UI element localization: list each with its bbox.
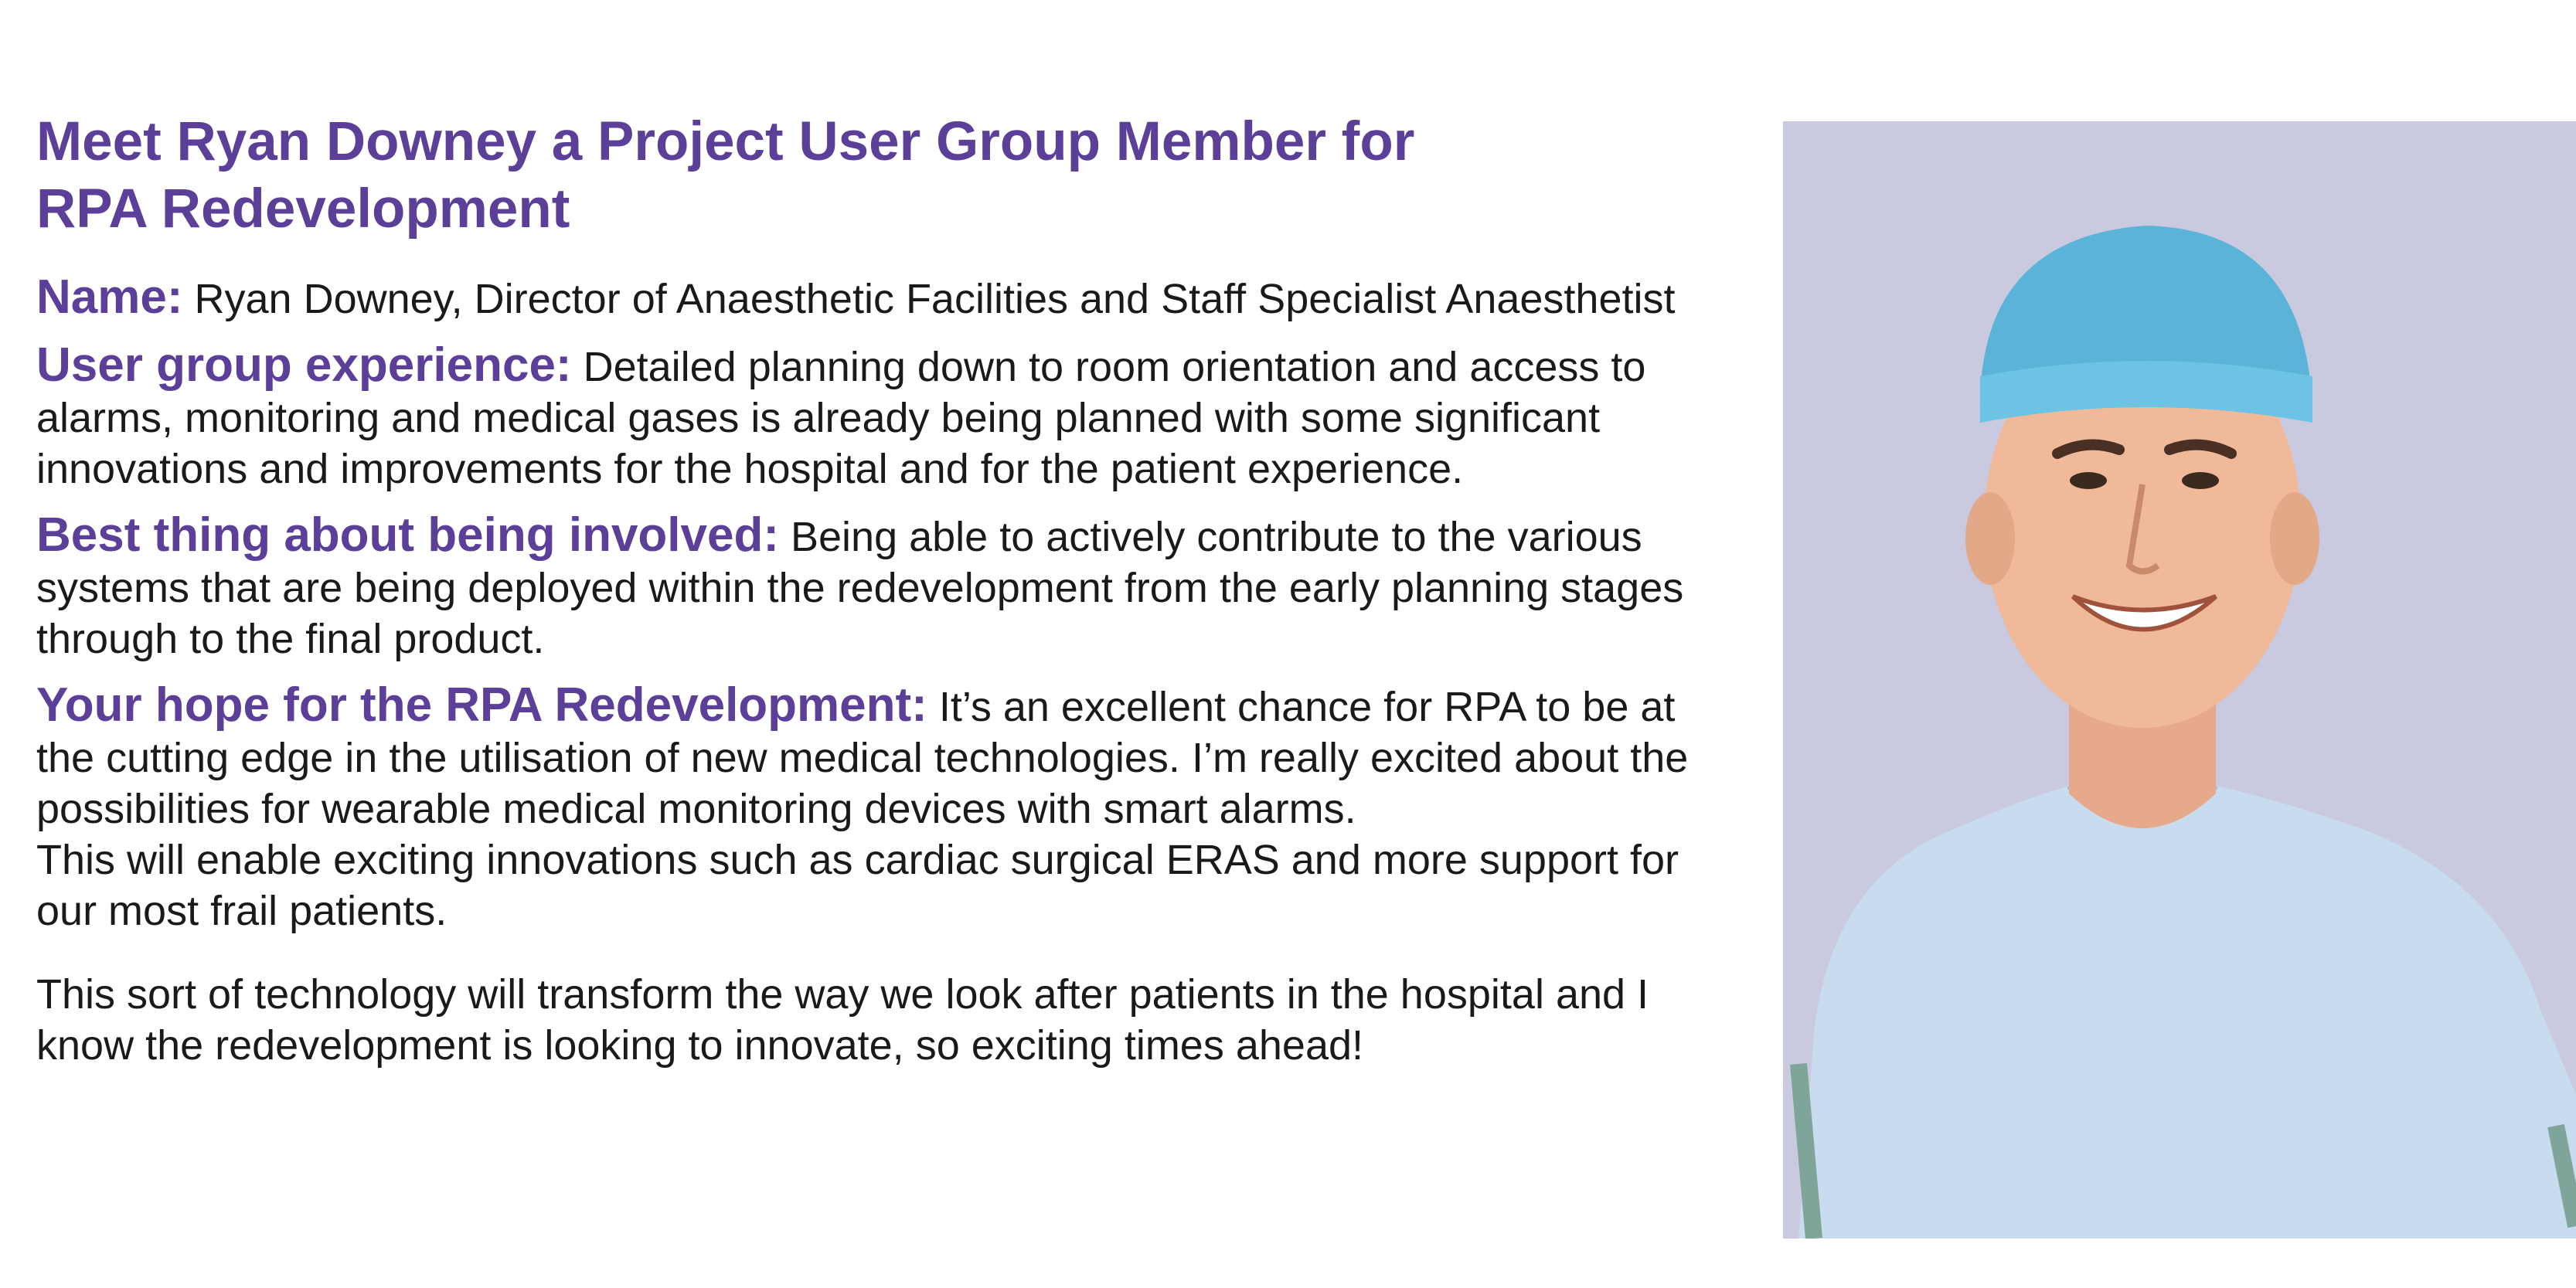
experience-paragraph: [36, 340, 1721, 494]
portrait-illustration: [1783, 121, 2576, 1239]
profile-article: [36, 108, 1721, 1086]
article-title-line-1: Meet Ryan Downey a Project User Group Member for: [36, 111, 1415, 172]
hope-paragraph: [36, 680, 1721, 834]
closing-paragraph: This sort of technology will transform the way we look after patients in the hospital and I know the redevelopment is looking to innovate, so exciting times ahead!: [36, 971, 1649, 1069]
name-text: Ryan Downey, Director of Anaesthetic Facilities and Staff Specialist Anaesthetist: [182, 276, 1676, 322]
name-label: Name:: [36, 270, 183, 324]
article-title-line-2: RPA Redevelopment: [36, 178, 570, 240]
best-thing-paragraph: [36, 510, 1721, 664]
ear-right: [2270, 492, 2319, 585]
hope-continuation: This will enable exciting innovations such as cardiac surgical ERAS and more support for our most frail patients.: [36, 837, 1679, 934]
experience-text: Detailed planning down to room orientation and access to alarms, monitoring and medical gases is already being planned with some significant innovations and improvements for the hospital and for the patient experience.: [36, 344, 1646, 492]
ear-left: [1965, 492, 2015, 585]
name-paragraph: [36, 272, 1721, 325]
experience-label: User group experience:: [36, 338, 572, 392]
best-thing-label: Best thing about being involved:: [36, 508, 779, 562]
best-thing-text: Being able to actively contribute to the various systems that are being deployed within the redevelopment from the early planning stages through to the final product.: [36, 514, 1684, 662]
hope-label: Your hope for the RPA Redevelopment:: [36, 678, 927, 732]
portrait-photo: [1783, 121, 2576, 1239]
eye-right: [2182, 472, 2219, 489]
article-title: [36, 108, 1721, 243]
hope-text: It’s an excellent chance for RPA to be at the cutting edge in the utilisation of new medical technologies. I’m really excited about the possibilities for wearable medical monitoring devices with smart alarms.: [36, 684, 1689, 832]
eye-left: [2070, 472, 2107, 489]
